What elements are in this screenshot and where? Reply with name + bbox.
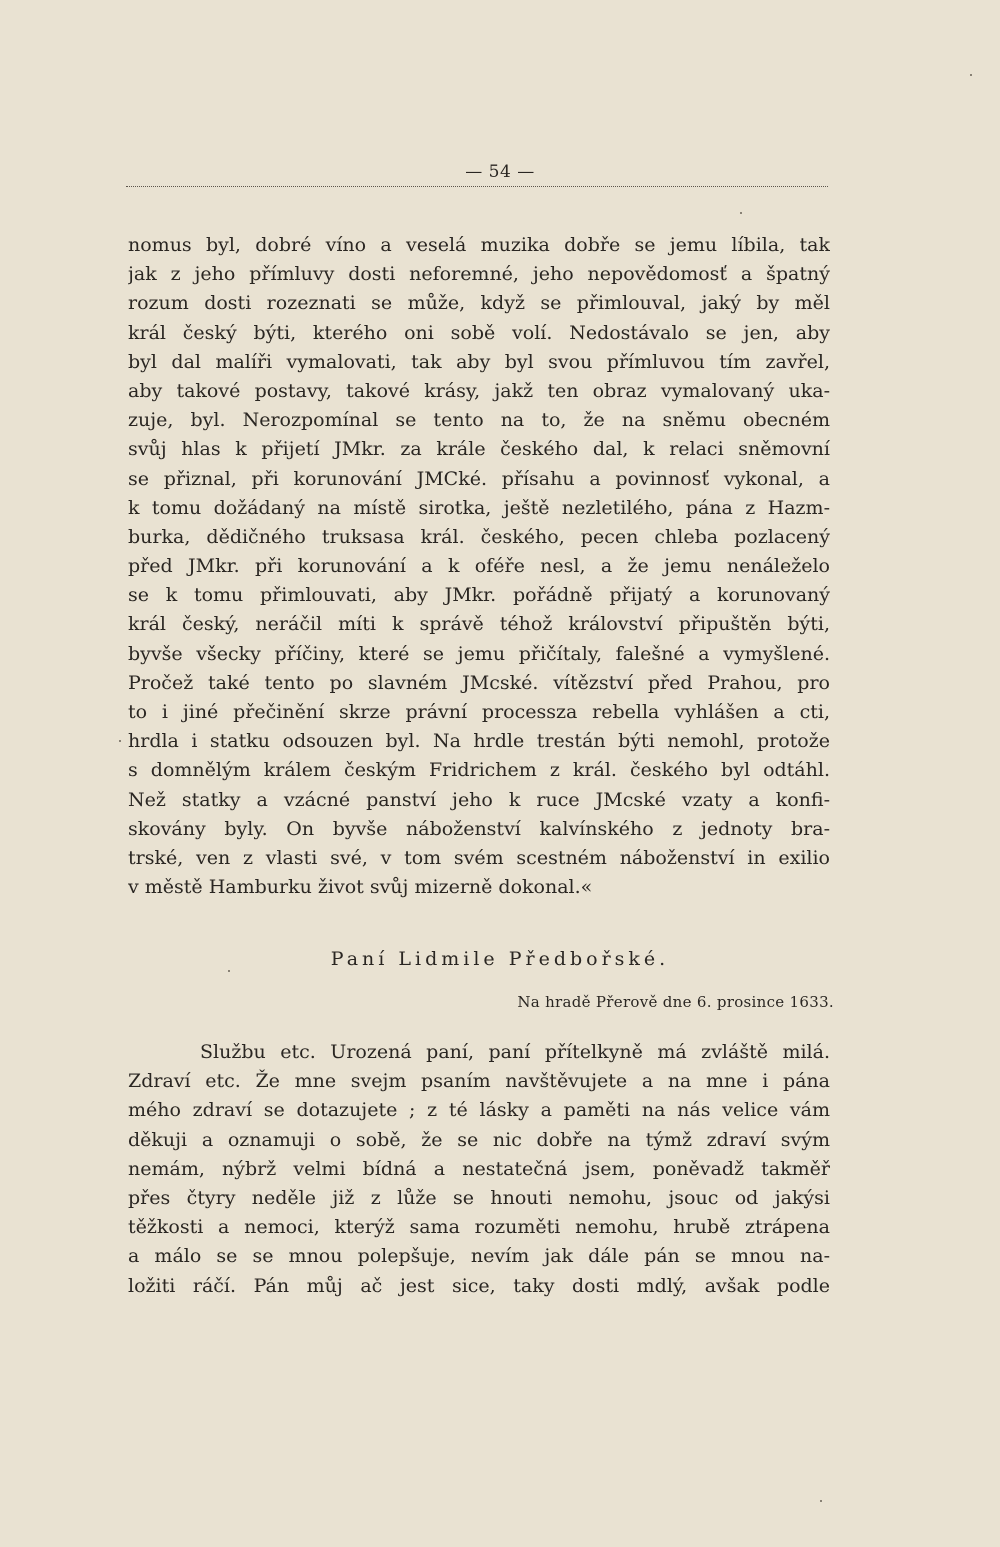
text-line: rozum dosti rozeznati se může, když se přimlouval, jaký by měl bbox=[128, 292, 830, 315]
paper-speck bbox=[820, 1500, 822, 1502]
text-line: v městě Hamburku život svůj mizerně dokonal.« bbox=[128, 876, 593, 899]
text-line: s domnělým králem českým Fridrichem z král. českého byl odtáhl. bbox=[128, 759, 830, 782]
paper-speck bbox=[119, 740, 121, 742]
text-line: nemám, nýbrž velmi bídná a nestatečná jsem, poněvadž takměř bbox=[128, 1157, 830, 1180]
text-line: před JMkr. při korunování a k oféře nesl, a že jemu nenáleželo bbox=[128, 555, 830, 578]
text-line: nomus byl, dobré víno a veselá muzika dobře se jemu líbila, tak bbox=[128, 234, 830, 256]
text-line: ložiti ráčí. Pán můj ač jest sice, taky dosti mdlý, avšak podle bbox=[128, 1274, 830, 1297]
text-line: přes čtyry neděle již z lůže se hnouti nemohu, jsouc od jakýsi bbox=[128, 1186, 830, 1209]
text-line: mého zdraví se dotazujete ; z té lásky a paměti na nás velice vám bbox=[128, 1099, 830, 1122]
text-line: hrdla i statku odsouzen byl. Na hrdle trestán býti nemohl, protože bbox=[128, 730, 830, 753]
text-line: se přiznal, při korunování JMCké. přísahu a povinnosť vykonal, a bbox=[128, 467, 830, 490]
body-paragraph bbox=[128, 231, 830, 902]
text-line: se k tomu přimlouvati, aby JMkr. pořádně přijatý a korunovaný bbox=[128, 584, 830, 607]
text-line: jak z jeho přímluvy dosti neforemné, jeho nepovědomosť a špatný bbox=[128, 263, 830, 286]
text-line: skovány byly. On byvše náboženství kalvínského z jednoty bra- bbox=[128, 817, 830, 840]
text-line: král český býti, kterého oni sobě volí. Nedostávalo se jen, aby bbox=[128, 321, 830, 344]
text-line: Službu etc. Urozená paní, paní přítelkyně má zvláště milá. bbox=[200, 1041, 830, 1063]
letter-paragraph bbox=[128, 1038, 830, 1301]
text-line: burka, dědičného truksasa král. českého, pecen chleba pozlacený bbox=[128, 525, 830, 548]
page-number: — 54 — bbox=[465, 162, 535, 182]
text-line: zuje, byl. Nerozpomínal se tento na to, že na sněmu obecném bbox=[128, 409, 830, 432]
text-line: těžkosti a nemoci, kterýž sama rozuměti nemohu, hrubě ztrápena bbox=[128, 1216, 830, 1239]
text-line: Než statky a vzácné panství jeho k ruce JMcské vzaty a konfi- bbox=[128, 788, 830, 811]
text-line: k tomu dožádaný na místě sirotka, ještě nezletilého, pána z Hazm- bbox=[128, 496, 830, 519]
text-line: Zdraví etc. Že mne svejm psaním navštěvujete a na mne i pána bbox=[128, 1070, 830, 1093]
text-line: král český, neráčil míti k správě téhož království připuštěn býti, bbox=[128, 613, 830, 636]
text-line: to i jiné přečinění skrze právní processza rebella vyhlášen a cti, bbox=[128, 701, 830, 723]
paper-speck bbox=[970, 74, 972, 76]
text-line: svůj hlas k přijetí JMkr. za krále českého dal, k relaci sněmovní bbox=[128, 438, 830, 461]
paper-speck bbox=[228, 970, 230, 972]
text-line: trské, ven z vlasti své, v tom svém scestném náboženství in exilio bbox=[128, 846, 830, 869]
text-line: byl dal malíři vymalovati, tak aby byl svou přímluvou tím zavřel, bbox=[128, 350, 830, 373]
paper-speck bbox=[740, 212, 742, 214]
letter-heading: Paní Lidmile Předbořské. bbox=[330, 948, 670, 970]
text-line: byvše všecky příčiny, které se jemu přičítaly, falešné a vymyšlené. bbox=[128, 642, 830, 665]
text-line: a málo se se mnou polepšuje, nevím jak dále pán se mnou na- bbox=[128, 1245, 830, 1268]
text-line: děkuji a oznamuji o sobě, že se nic dobře na týmž zdraví svým bbox=[128, 1128, 830, 1151]
header-rule bbox=[126, 186, 828, 187]
text-line: Pročež také tento po slavném JMcské. vítězství před Prahou, pro bbox=[128, 671, 830, 694]
text-line: aby takové postavy, takové krásy, jakž ten obraz vymalovaný uka- bbox=[128, 379, 830, 402]
letter-dateline: Na hradě Přerově dne 6. prosince 1633. bbox=[517, 993, 834, 1011]
